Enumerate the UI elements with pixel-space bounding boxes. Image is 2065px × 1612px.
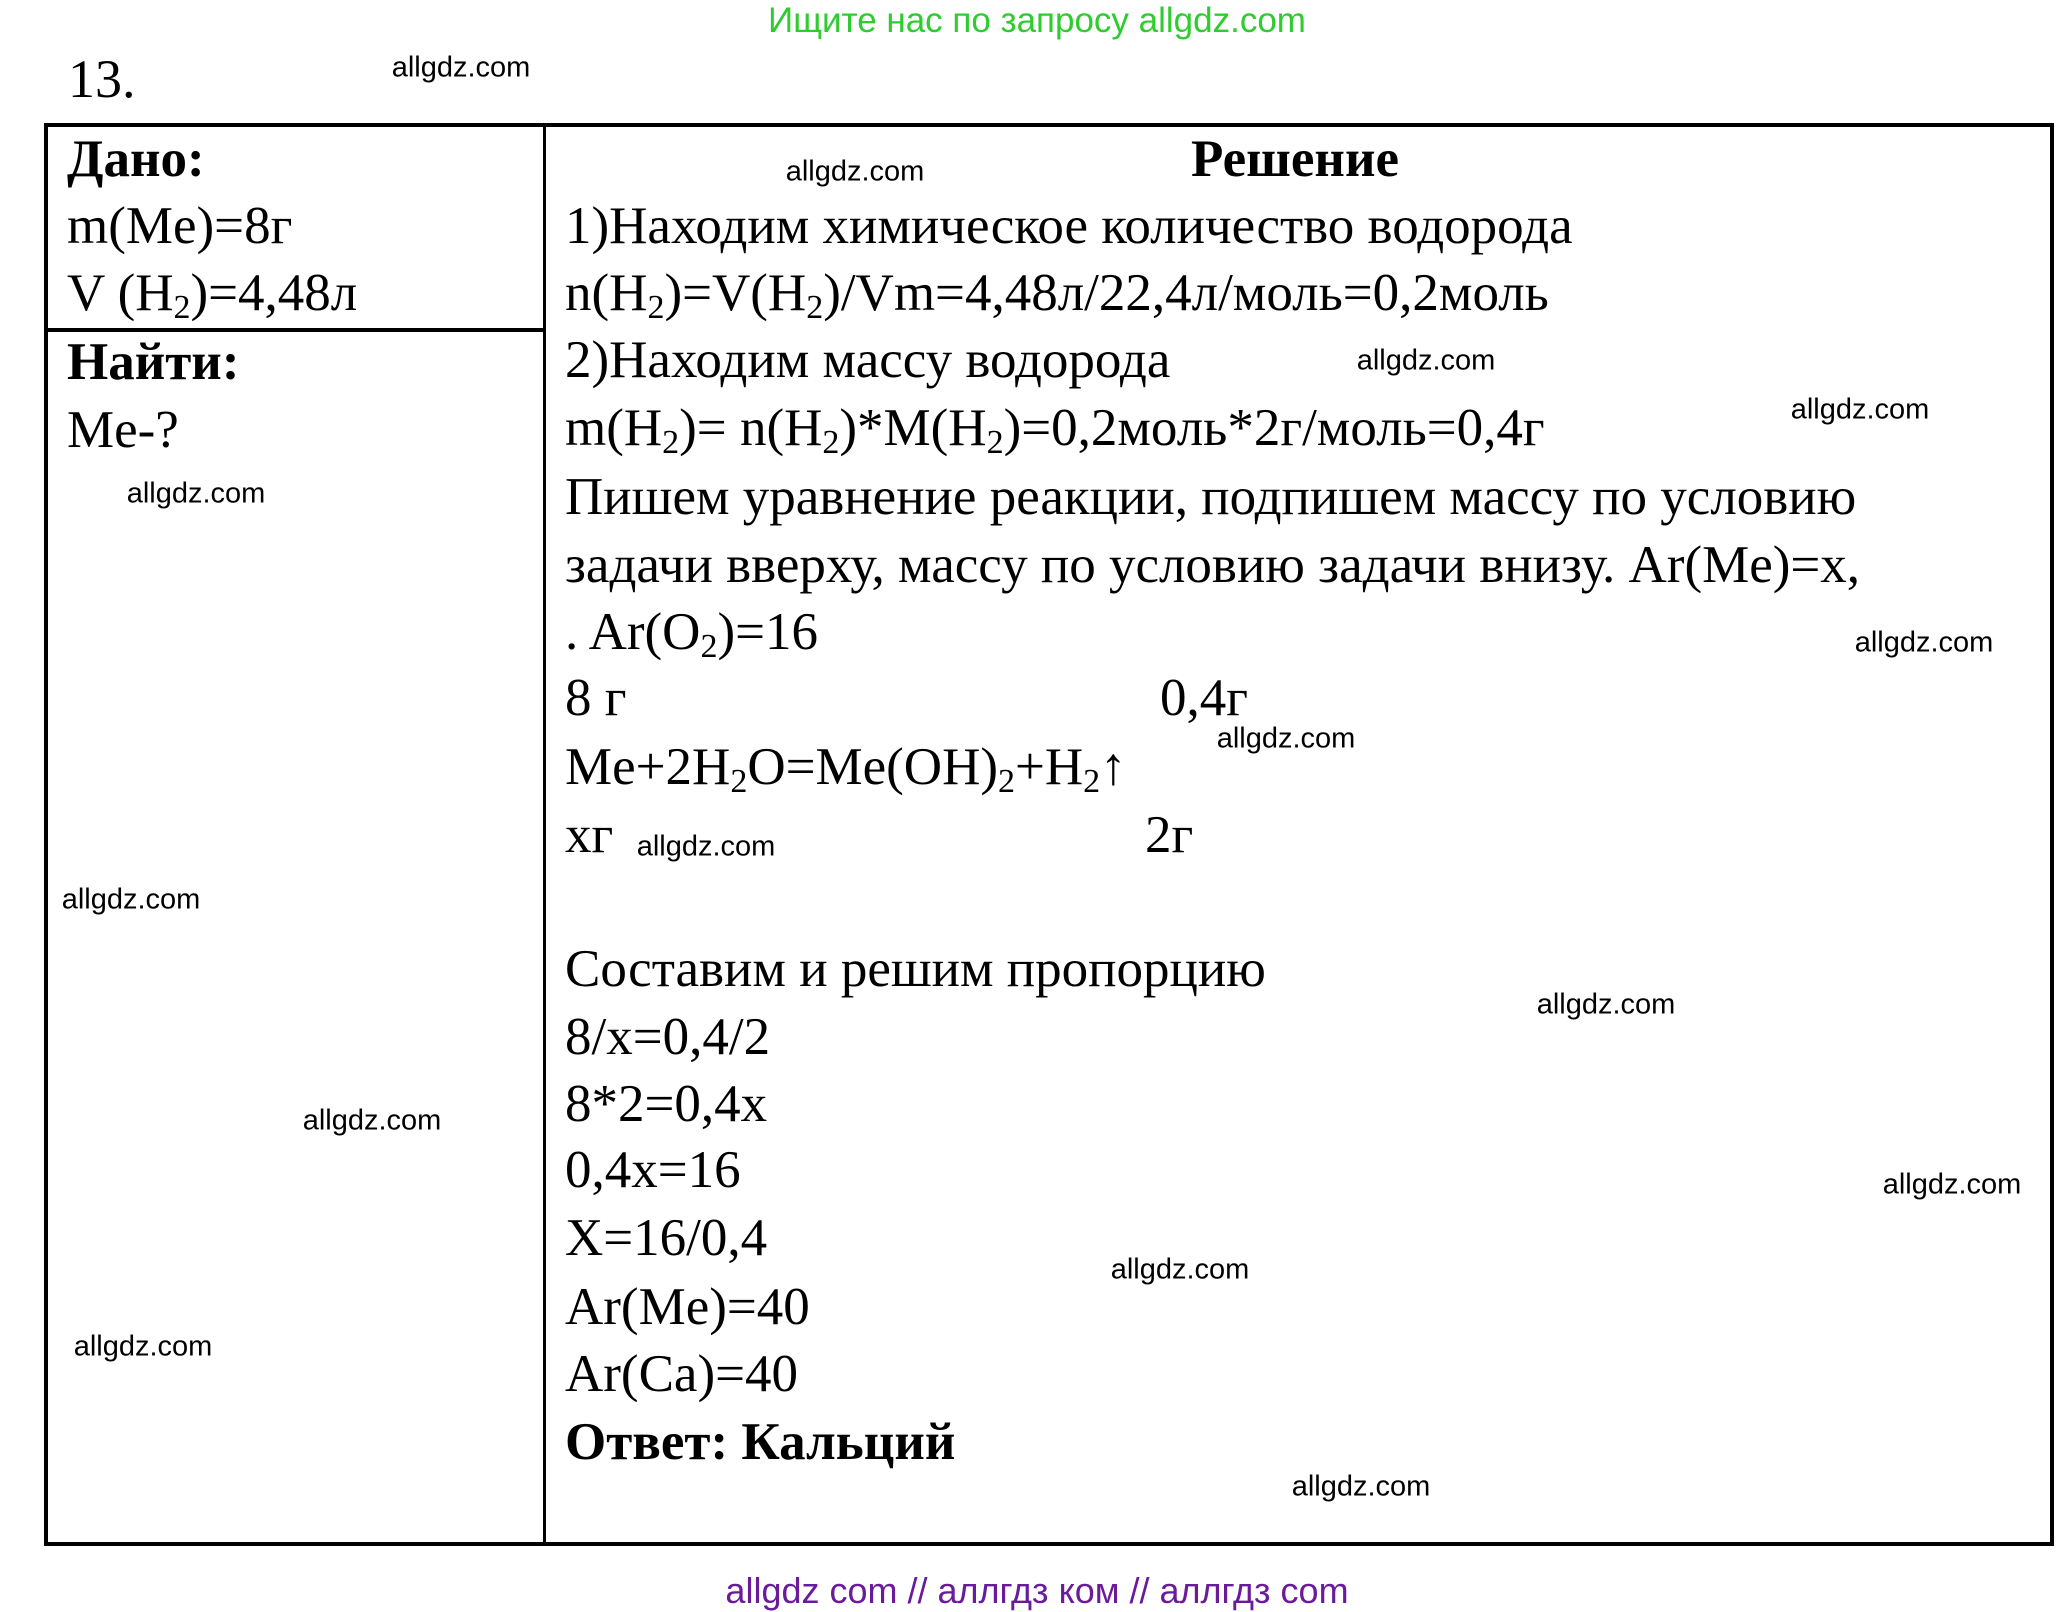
watermark: allgdz.com xyxy=(1790,393,1930,426)
watermark: allgdz.com xyxy=(61,883,201,916)
subscript: 2 xyxy=(662,424,680,461)
proportion-line xyxy=(565,1277,810,1337)
text-segment: X=16/0,4 xyxy=(565,1209,768,1267)
text-segment: 1)Находим химическое количество водорода xyxy=(565,197,1573,255)
proportion-line xyxy=(565,1007,770,1067)
text-segment: 8/x=0,4/2 xyxy=(565,1008,771,1066)
text-segment: Me+2H xyxy=(565,738,731,796)
text-segment: )/Vm=4,48л/22,4л/моль=0,2моль xyxy=(823,264,1549,322)
proportion-line xyxy=(565,1344,798,1404)
text-segment: Ar(Ca)=40 xyxy=(565,1345,798,1403)
subscript: 2 xyxy=(173,289,191,326)
watermark: allgdz.com xyxy=(73,1330,213,1363)
column-divider xyxy=(543,127,546,1542)
find-title: Найти: xyxy=(67,333,240,391)
watermark: allgdz.com xyxy=(1216,722,1356,755)
text-segment: )*M(H xyxy=(839,399,987,457)
solution-line xyxy=(565,330,1170,390)
top-banner: Ищите нас по запросу allgdz.com xyxy=(768,1,1306,40)
equation-above-left: 8 г xyxy=(565,669,627,727)
text-segment: )=V(H xyxy=(664,264,807,322)
subscript: 2 xyxy=(700,628,718,665)
solution-line xyxy=(565,467,1856,527)
watermark: allgdz.com xyxy=(126,477,266,510)
equation-above-right: 0,4г xyxy=(1160,669,1248,727)
watermark: allgdz.com xyxy=(1854,626,1994,659)
equation-below-left: хг xyxy=(565,806,614,864)
find-line xyxy=(67,400,179,460)
solution-line xyxy=(565,398,1545,461)
proportion-line xyxy=(565,1074,767,1134)
watermark: allgdz.com xyxy=(1110,1253,1250,1286)
text-segment: )=0,2моль*2г/моль=0,4г xyxy=(1003,399,1545,457)
text-segment: )=4,48л xyxy=(190,264,358,322)
subscript: 2 xyxy=(647,289,665,326)
text-segment: Составим и решим пропорцию xyxy=(565,940,1266,998)
answer: Ответ: Кальций xyxy=(565,1413,956,1471)
solution-line xyxy=(565,196,1573,256)
text-segment: задачи вверху, массу по условию задачи внизу. Ar(Me)=x, xyxy=(565,536,1861,594)
watermark: allgdz.com xyxy=(391,51,531,84)
subscript: 2 xyxy=(986,424,1004,461)
subscript: 2 xyxy=(822,424,840,461)
text-segment: ↑ xyxy=(1100,738,1127,796)
text-segment: n(H xyxy=(565,264,648,322)
watermark: allgdz.com xyxy=(1882,1168,2022,1201)
equation-below-right: 2г xyxy=(1145,806,1194,864)
text-segment: V (H xyxy=(67,264,174,322)
text-segment: m(Me)=8г xyxy=(67,197,293,255)
watermark: allgdz.com xyxy=(785,155,925,188)
task-number: 13. xyxy=(68,49,136,109)
watermark: allgdz.com xyxy=(1356,344,1496,377)
subscript: 2 xyxy=(806,289,824,326)
text-segment: m(H xyxy=(565,399,663,457)
bottom-banner: allgdz com // аллгдз ком // аллгдз com xyxy=(725,1570,1349,1611)
text-segment: Ar(Me)=40 xyxy=(565,1278,810,1336)
subscript: 2 xyxy=(1083,763,1101,800)
watermark: allgdz.com xyxy=(1536,988,1676,1021)
given-line xyxy=(67,196,292,256)
text-segment: )= n(H xyxy=(679,399,823,457)
given-title: Дано: xyxy=(67,130,205,188)
proportion-line xyxy=(565,1208,767,1268)
text-segment: O=Me(OH) xyxy=(747,738,998,796)
solution-line xyxy=(565,263,1549,326)
subscript: 2 xyxy=(730,763,748,800)
text-segment: . Ar(O xyxy=(565,603,701,661)
watermark: allgdz.com xyxy=(1291,1470,1431,1503)
text-segment: 2)Находим массу водорода xyxy=(565,331,1171,389)
text-segment: Me-? xyxy=(67,401,179,459)
watermark: allgdz.com xyxy=(636,830,776,863)
given-line xyxy=(67,263,358,326)
watermark: allgdz.com xyxy=(302,1104,442,1137)
proportion-line xyxy=(565,939,1266,999)
reaction-equation xyxy=(565,737,1127,800)
solution-title: Решение xyxy=(1190,130,1400,188)
proportion-line xyxy=(565,1140,741,1200)
text-segment: 8*2=0,4x xyxy=(565,1075,768,1133)
solution-line xyxy=(565,535,1860,595)
subscript: 2 xyxy=(998,763,1015,800)
text-segment: Пишем уравнение реакции, подпишем массу по условию xyxy=(565,468,1857,526)
text-segment: )=16 xyxy=(717,603,818,661)
solution-line xyxy=(565,602,818,665)
text-segment: +H xyxy=(1015,738,1084,796)
text-segment: 0,4x=16 xyxy=(565,1141,741,1199)
